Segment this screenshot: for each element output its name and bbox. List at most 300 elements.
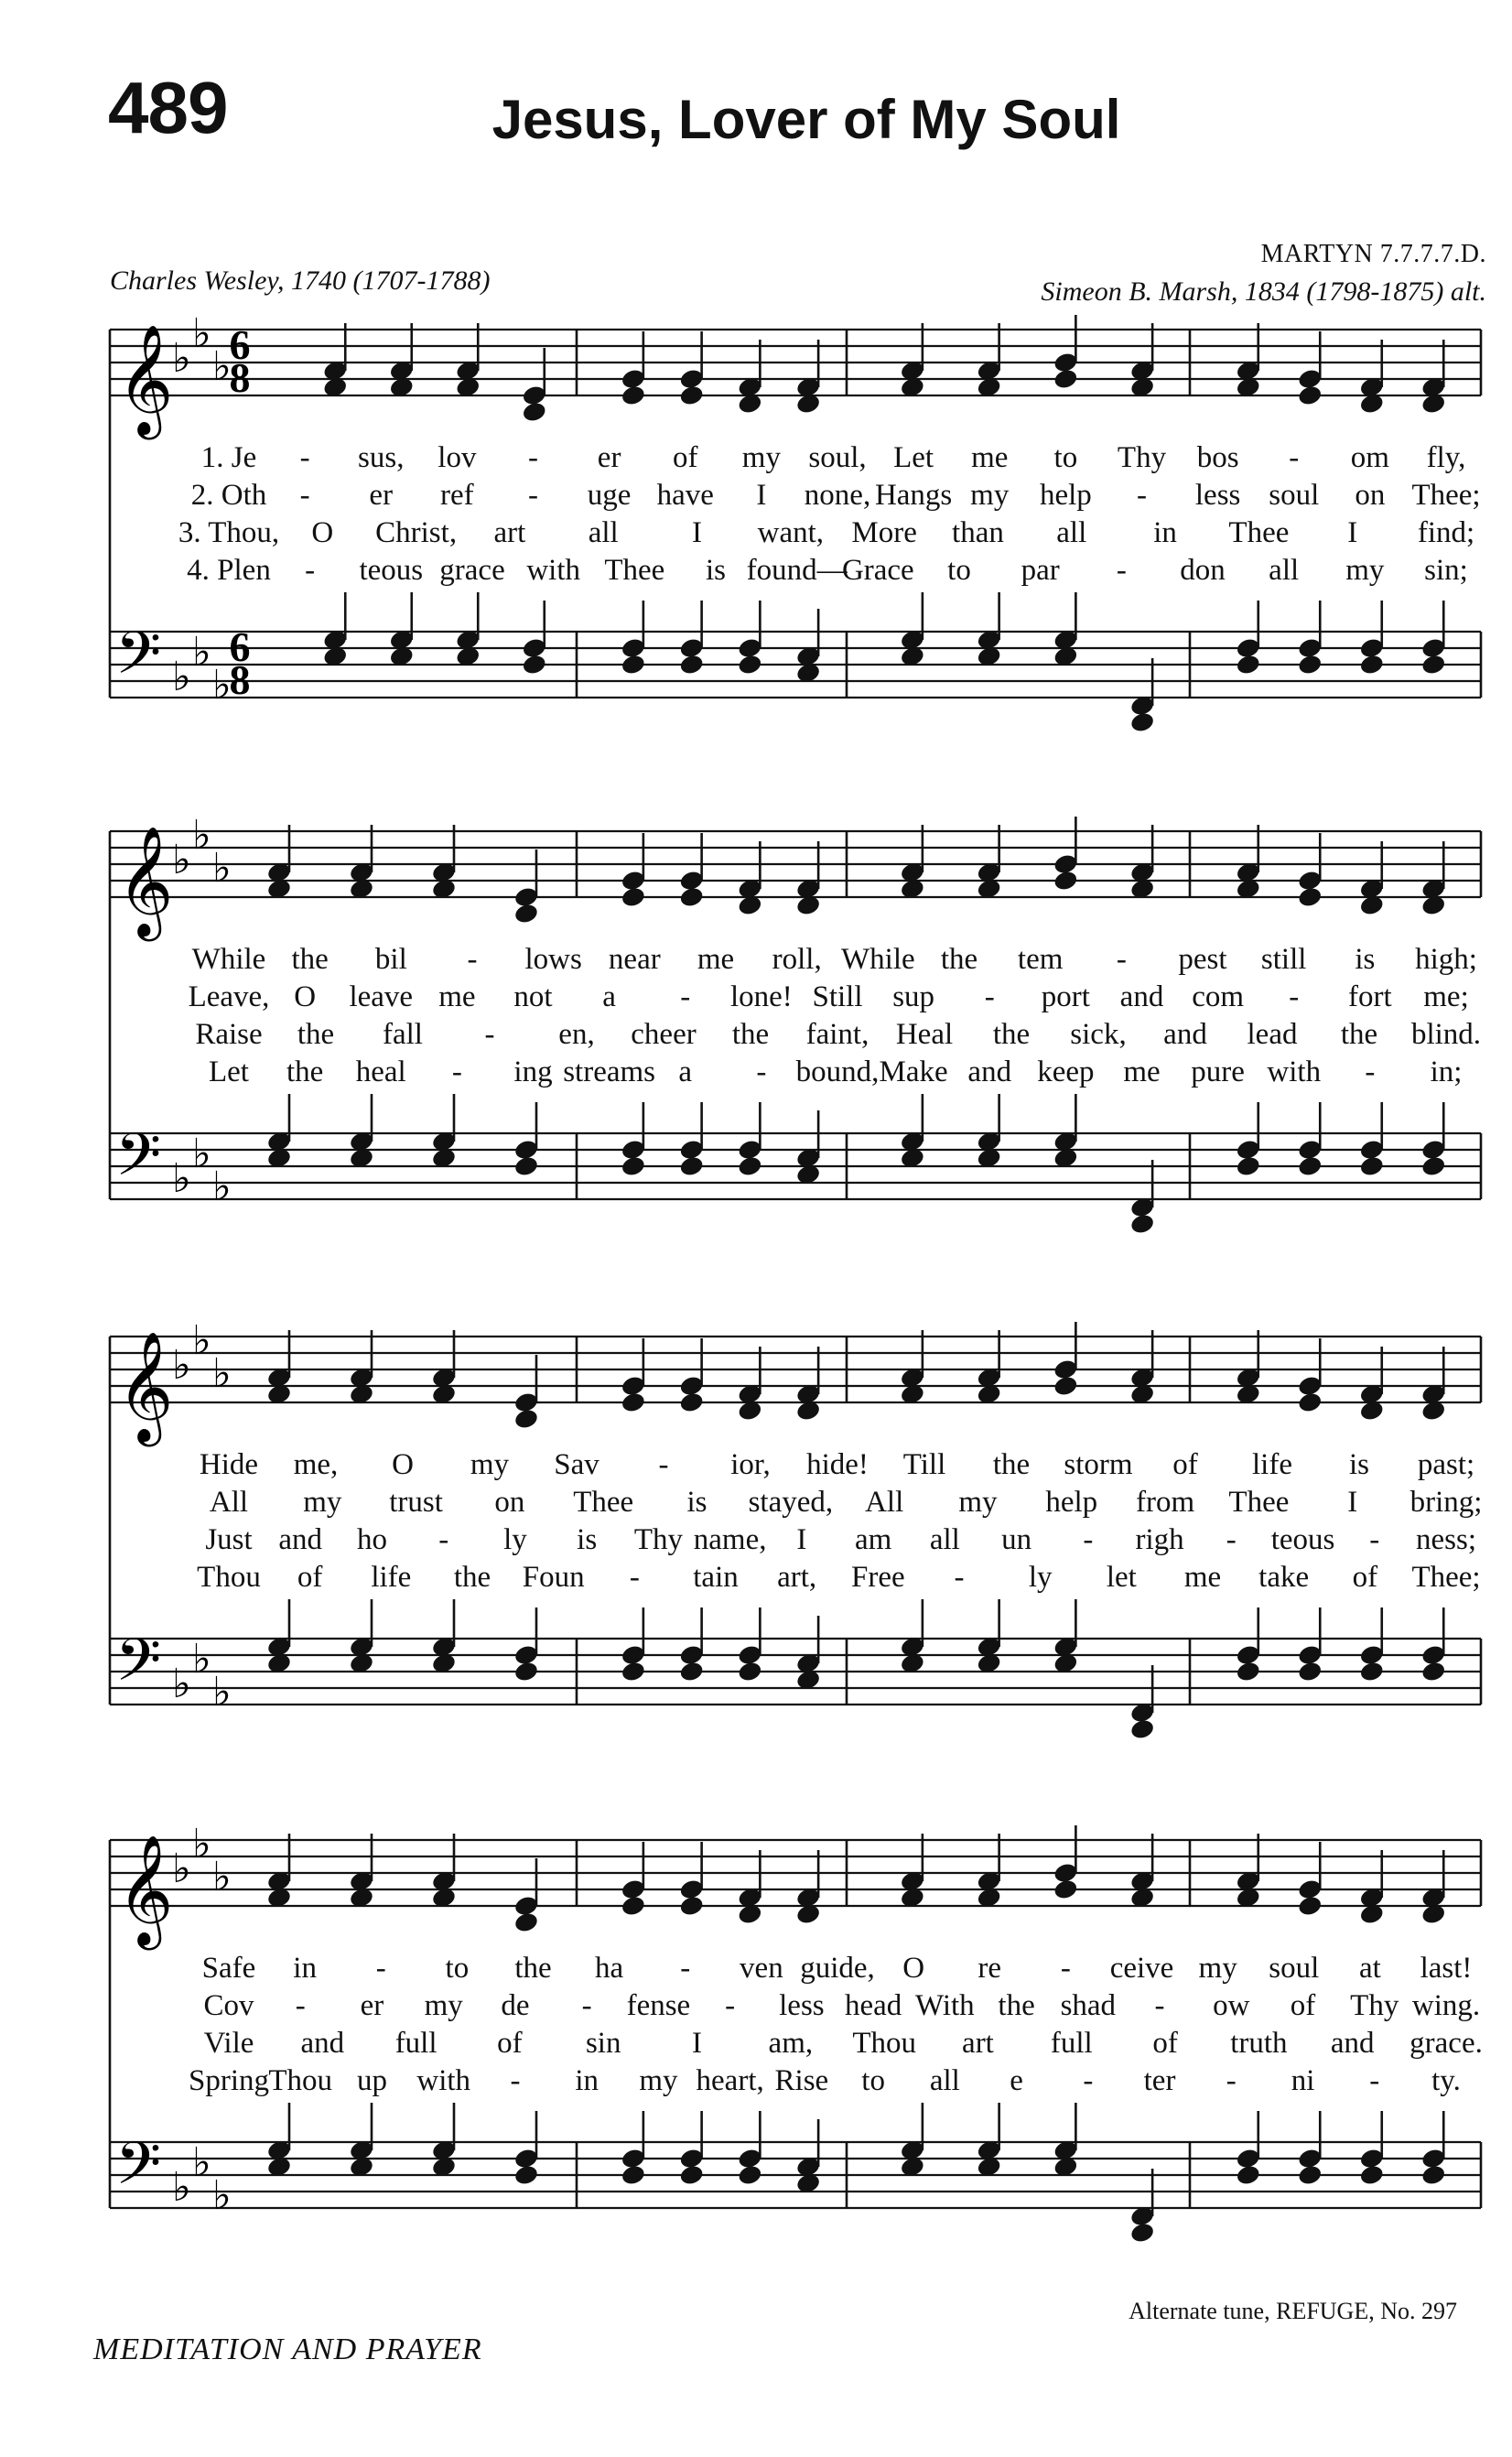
lyric-syllable: fall bbox=[383, 1018, 423, 1051]
music-credit: Simeon B. Marsh, 1834 (1798-1875) alt. bbox=[1041, 276, 1486, 307]
lyric-syllable: Just bbox=[205, 1523, 253, 1556]
lyric-syllable: cheer bbox=[631, 1018, 697, 1051]
lyric-syllable: truth bbox=[1230, 2027, 1288, 2060]
lyric-syllable: and bbox=[1119, 980, 1164, 1013]
lyric-syllable: me, bbox=[293, 1448, 339, 1481]
lyric-syllable: ty. bbox=[1431, 2064, 1461, 2097]
lyric-syllable: none, bbox=[804, 479, 871, 512]
lyric-syllable: is bbox=[705, 554, 727, 587]
lyric-syllable: - bbox=[305, 554, 316, 587]
lyric-syllable: Thee bbox=[1228, 1486, 1290, 1519]
lyric-syllable: Vile bbox=[203, 2027, 254, 2060]
bass-clef-icon: 𝄢 bbox=[115, 1628, 162, 1707]
lyric-syllable: - bbox=[954, 1561, 965, 1594]
lyric-syllable: - bbox=[1365, 1055, 1376, 1088]
lyric-syllable: - bbox=[510, 2064, 521, 2097]
lyric-syllable: my bbox=[1198, 1952, 1237, 1985]
flat-icon: ♭ bbox=[172, 1661, 191, 1706]
lyric-syllable: not bbox=[513, 980, 553, 1013]
bass-note bbox=[621, 1660, 647, 1683]
time-signature-top: 6 bbox=[229, 321, 251, 368]
lyric-syllable: - bbox=[581, 1989, 592, 2022]
lyric-syllable: - bbox=[1289, 441, 1300, 474]
lyric-syllable: my bbox=[958, 1486, 998, 1519]
lyric-syllable: fly, bbox=[1426, 441, 1466, 474]
lyric-syllable: Foun bbox=[522, 1561, 585, 1594]
treble-clef-icon: 𝄞 bbox=[117, 829, 174, 935]
lyric-syllable: faint, bbox=[805, 1018, 869, 1051]
lyric-syllable: me bbox=[1123, 1055, 1161, 1088]
lyric-syllable: am, bbox=[768, 2027, 814, 2060]
bass-note bbox=[621, 1154, 647, 1177]
lyric-syllable: tem bbox=[1017, 943, 1064, 976]
bass-note bbox=[1129, 1212, 1156, 1235]
lyric-syllable: ly bbox=[1028, 1561, 1053, 1594]
lyric-syllable: de bbox=[501, 1989, 530, 2022]
lyric-syllable: Thou bbox=[268, 2064, 333, 2097]
lyric-syllable: all bbox=[588, 516, 619, 549]
flat-icon: ♭ bbox=[192, 1637, 211, 1682]
lyric-syllable: my bbox=[303, 1486, 342, 1519]
lyric-syllable: sus, bbox=[358, 441, 405, 474]
lyric-syllable: leave bbox=[349, 980, 414, 1013]
flat-icon: ♭ bbox=[192, 813, 211, 858]
lyric-syllable: help bbox=[1045, 1486, 1098, 1519]
lyric-syllable: of bbox=[497, 2027, 523, 2060]
lyric-syllable: ing bbox=[513, 1055, 553, 1088]
lyric-syllable: roll, bbox=[772, 943, 822, 976]
flat-icon: ♭ bbox=[212, 663, 232, 708]
lyric-syllable: All bbox=[865, 1486, 904, 1519]
lyric-syllable: my bbox=[741, 441, 781, 474]
flat-icon: ♭ bbox=[192, 311, 211, 356]
lyric-syllable: trust bbox=[389, 1486, 443, 1519]
lyric-syllable: - bbox=[299, 441, 310, 474]
lyric-syllable: Spring bbox=[188, 2064, 270, 2097]
lyric-syllable: of bbox=[1290, 1989, 1316, 2022]
time-signature-bottom: 8 bbox=[229, 354, 251, 401]
lyric-syllable: is bbox=[686, 1486, 707, 1519]
bass-note bbox=[1297, 1154, 1323, 1177]
lyric-syllable: - bbox=[375, 1952, 386, 1985]
lyric-syllable: 4. Plen bbox=[187, 554, 271, 587]
lyric-syllable: am bbox=[854, 1523, 892, 1556]
lyric-syllable: - bbox=[984, 980, 995, 1013]
lyric-syllable: all bbox=[929, 2064, 960, 2097]
lyric-syllable: in bbox=[1153, 516, 1177, 549]
lyric-syllable: I bbox=[796, 1523, 807, 1556]
flat-icon: ♭ bbox=[212, 2173, 232, 2218]
lyric-syllable: art, bbox=[777, 1561, 817, 1594]
lyric-syllable: bos bbox=[1196, 441, 1239, 474]
lyric-syllable: ly bbox=[503, 1523, 527, 1556]
lyric-syllable: - bbox=[1369, 1523, 1380, 1556]
lyric-syllable: - bbox=[1226, 1523, 1237, 1556]
lyric-syllable: of bbox=[297, 1561, 323, 1594]
lyric-syllable: let bbox=[1106, 1561, 1137, 1594]
lyric-syllable: - bbox=[1226, 2064, 1237, 2097]
bass-note bbox=[1420, 1154, 1447, 1177]
lyric-syllable: all bbox=[1056, 516, 1087, 549]
lyric-syllable: life bbox=[371, 1561, 412, 1594]
lyric-syllable: e bbox=[1010, 2064, 1023, 2097]
lyric-syllable: in bbox=[575, 2064, 599, 2097]
lyric-syllable: help bbox=[1039, 479, 1092, 512]
lyric-syllable: to bbox=[445, 1952, 470, 1985]
lyric-syllable: last! bbox=[1420, 1952, 1473, 1985]
bass-note bbox=[513, 2163, 540, 2186]
bass-clef-icon: 𝄢 bbox=[115, 1122, 162, 1202]
lyric-syllable: ha bbox=[595, 1952, 624, 1985]
lyric-syllable: port bbox=[1041, 980, 1090, 1013]
lyric-syllable: a bbox=[602, 980, 616, 1013]
lyric-syllable: Thy bbox=[1350, 1989, 1399, 2022]
lyric-syllable: soul bbox=[1269, 479, 1320, 512]
flat-icon: ♭ bbox=[212, 1855, 232, 1900]
lyric-syllable: I bbox=[756, 479, 767, 512]
bass-note bbox=[621, 2163, 647, 2186]
lyric-syllable: take bbox=[1258, 1561, 1310, 1594]
lyric-syllable: Thee bbox=[604, 554, 665, 587]
flat-icon: ♭ bbox=[212, 846, 232, 891]
lyric-syllable: lone! bbox=[729, 980, 793, 1013]
tune-name: MARTYN 7.7.7.7.D. bbox=[1260, 240, 1486, 268]
lyric-syllable: the bbox=[1340, 1018, 1378, 1051]
lyric-syllable: en, bbox=[558, 1018, 595, 1051]
lyric-syllable: the bbox=[940, 943, 978, 976]
words-credit: Charles Wesley, 1740 (1707-1788) bbox=[110, 265, 491, 296]
flat-icon: ♭ bbox=[212, 1351, 232, 1396]
lyric-syllable: - bbox=[299, 479, 310, 512]
lyric-syllable: - bbox=[629, 1561, 640, 1594]
lyric-syllable: I bbox=[1347, 516, 1358, 549]
lyric-syllable: on bbox=[1355, 479, 1386, 512]
lyric-syllable: Safe bbox=[201, 1952, 256, 1985]
lyric-syllable: guide, bbox=[800, 1952, 875, 1985]
lyric-syllable: me; bbox=[1423, 980, 1469, 1013]
lyric-syllable: in; bbox=[1430, 1055, 1463, 1088]
bass-note bbox=[513, 1154, 540, 1177]
bass-note bbox=[1129, 2221, 1156, 2244]
lyric-syllable: bring; bbox=[1409, 1486, 1483, 1519]
lyric-syllable: the bbox=[297, 1018, 335, 1051]
lyric-syllable: at bbox=[1358, 1952, 1381, 1985]
lyric-syllable: par bbox=[1021, 554, 1060, 587]
lyric-syllable: - bbox=[680, 1952, 691, 1985]
lyric-syllable: my bbox=[639, 2064, 678, 2097]
lyric-syllable: sin bbox=[585, 2027, 621, 2060]
lyric-syllable: soul, bbox=[808, 441, 867, 474]
lyric-syllable: Heal bbox=[895, 1018, 954, 1051]
bass-note bbox=[513, 1660, 540, 1683]
bass-note bbox=[1297, 2163, 1323, 2186]
hymn-title: Jesus, Lover of My Soul bbox=[491, 89, 1121, 150]
lyric-syllable: I bbox=[692, 2027, 703, 2060]
lyric-syllable: to bbox=[1053, 441, 1078, 474]
bass-note bbox=[621, 653, 647, 676]
lyric-syllable: high; bbox=[1415, 943, 1477, 976]
flat-icon: ♭ bbox=[172, 838, 191, 882]
flat-icon: ♭ bbox=[192, 630, 211, 675]
lyric-syllable: ho bbox=[356, 1523, 387, 1556]
lyric-syllable: of bbox=[1172, 1448, 1198, 1481]
lyric-syllable: - bbox=[1083, 1523, 1094, 1556]
lyric-syllable: the bbox=[992, 1018, 1031, 1051]
bass-note bbox=[1235, 1660, 1261, 1683]
lyric-syllable: pure bbox=[1191, 1055, 1245, 1088]
hymn-number: 489 bbox=[108, 67, 228, 148]
lyric-syllable: found— bbox=[746, 554, 848, 587]
bass-note bbox=[1235, 653, 1261, 676]
lyric-syllable: the bbox=[998, 1989, 1035, 2022]
lyric-syllable: all bbox=[1269, 554, 1300, 587]
lyric-syllable: heart, bbox=[696, 2064, 764, 2097]
lyric-syllable: name, bbox=[693, 1523, 767, 1556]
lyric-syllable: ceive bbox=[1109, 1952, 1174, 1985]
bass-note bbox=[678, 1154, 705, 1177]
lyric-syllable: all bbox=[929, 1523, 960, 1556]
lyric-syllable: my bbox=[1345, 554, 1385, 587]
lyric-syllable: tain bbox=[693, 1561, 739, 1594]
lyric-syllable: teous bbox=[1270, 1523, 1335, 1556]
lyric-syllable: lead bbox=[1247, 1018, 1298, 1051]
lyric-syllable: the bbox=[514, 1952, 552, 1985]
bass-note bbox=[737, 2163, 763, 2186]
lyric-syllable: ow bbox=[1213, 1989, 1250, 2022]
lyric-syllable: stayed, bbox=[748, 1486, 834, 1519]
lyric-syllable: teous bbox=[359, 554, 424, 587]
lyric-syllable: O bbox=[294, 980, 317, 1013]
lyric-syllable: the bbox=[992, 1448, 1031, 1481]
lyric-syllable: sup bbox=[892, 980, 935, 1013]
lyric-syllable: - bbox=[451, 1055, 462, 1088]
lyric-syllable: Let bbox=[209, 1055, 249, 1088]
topic-label: MEDITATION AND PRAYER bbox=[93, 2333, 482, 2366]
bass-note bbox=[1297, 653, 1323, 676]
lyric-syllable: All bbox=[209, 1486, 249, 1519]
lyric-syllable: - bbox=[1137, 479, 1147, 512]
flat-icon: ♭ bbox=[192, 1131, 211, 1176]
lyric-syllable: me bbox=[438, 980, 476, 1013]
lyric-syllable: - bbox=[467, 943, 478, 976]
bass-note bbox=[521, 653, 547, 676]
lyric-syllable: - bbox=[528, 479, 538, 512]
flat-icon: ♭ bbox=[172, 655, 191, 699]
bass-note bbox=[678, 653, 705, 676]
lyric-syllable: sick, bbox=[1070, 1018, 1127, 1051]
lyric-syllable: with bbox=[416, 2064, 471, 2097]
lyric-syllable: keep bbox=[1037, 1055, 1095, 1088]
lyric-syllable: While bbox=[191, 943, 266, 976]
bass-note bbox=[1358, 2163, 1385, 2186]
lyric-syllable: of bbox=[1352, 1561, 1378, 1594]
lyric-syllable: Thee; bbox=[1411, 479, 1481, 512]
lyric-syllable: soul bbox=[1269, 1952, 1320, 1985]
lyric-syllable: - bbox=[295, 1989, 306, 2022]
lyric-syllable: still bbox=[1260, 943, 1307, 976]
lyric-syllable: While bbox=[841, 943, 915, 976]
bass-note bbox=[1420, 1660, 1447, 1683]
bass-note bbox=[1358, 653, 1385, 676]
lyric-syllable: find; bbox=[1417, 516, 1475, 549]
lyric-syllable: of bbox=[673, 441, 698, 474]
lyric-syllable: want, bbox=[757, 516, 825, 549]
lyric-syllable: un bbox=[1001, 1523, 1032, 1556]
lyric-syllable: my bbox=[470, 1448, 510, 1481]
lyric-syllable: - bbox=[756, 1055, 767, 1088]
lyric-syllable: Thou bbox=[852, 2027, 916, 2060]
lyric-syllable: me bbox=[1183, 1561, 1222, 1594]
lyric-syllable: Free bbox=[851, 1561, 905, 1594]
lyric-syllable: less bbox=[1194, 479, 1241, 512]
lyric-syllable: Christ, bbox=[375, 516, 458, 549]
lyric-syllable: - bbox=[528, 441, 538, 474]
lyric-syllable: Grace bbox=[841, 554, 914, 587]
bass-clef-icon: 𝄢 bbox=[115, 2131, 162, 2211]
lyric-syllable: fense bbox=[626, 1989, 691, 2022]
lyric-syllable: to bbox=[861, 2064, 885, 2097]
lyric-syllable: of bbox=[1152, 2027, 1178, 2060]
lyric-syllable: ter bbox=[1143, 2064, 1176, 2097]
lyric-syllable: pest bbox=[1178, 943, 1227, 976]
lyric-syllable: O bbox=[902, 1952, 925, 1985]
lyric-syllable: - bbox=[1154, 1989, 1165, 2022]
lyric-syllable: with bbox=[1267, 1055, 1322, 1088]
lyric-syllable: fort bbox=[1348, 980, 1392, 1013]
lyric-syllable: my bbox=[424, 1989, 463, 2022]
flat-icon: ♭ bbox=[212, 1164, 232, 1209]
time-signature-bottom: 8 bbox=[229, 656, 251, 703]
bass-note bbox=[1297, 1660, 1323, 1683]
lyric-syllable: and bbox=[967, 1055, 1012, 1088]
lyric-syllable: sin; bbox=[1424, 554, 1468, 587]
lyric-syllable: storm bbox=[1064, 1448, 1133, 1481]
bass-note bbox=[1420, 653, 1447, 676]
lyric-syllable: me bbox=[697, 943, 735, 976]
lyric-syllable: With bbox=[915, 1989, 975, 2022]
lyric-syllable: Cov bbox=[203, 1989, 254, 2022]
lyric-syllable: Thy bbox=[633, 1523, 683, 1556]
lyric-syllable: O bbox=[392, 1448, 414, 1481]
bass-note bbox=[737, 653, 763, 676]
lyric-syllable: Thee bbox=[573, 1486, 634, 1519]
lyric-syllable: head bbox=[844, 1989, 902, 2022]
lyric-syllable: - bbox=[1116, 554, 1127, 587]
lyric-syllable: the bbox=[731, 1018, 770, 1051]
lyric-syllable: grace bbox=[439, 554, 505, 587]
lyric-syllable: lov bbox=[437, 441, 477, 474]
lyric-syllable: ior, bbox=[730, 1448, 771, 1481]
lyric-syllable: art bbox=[493, 516, 526, 549]
lyric-syllable: have bbox=[656, 479, 714, 512]
lyric-syllable: re bbox=[977, 1952, 1002, 1985]
lyric-syllable: - bbox=[438, 1523, 449, 1556]
lyric-syllable: is bbox=[1355, 943, 1376, 976]
lyric-syllable: - bbox=[484, 1018, 495, 1051]
lyric-syllable: up bbox=[356, 2064, 387, 2097]
lyric-syllable: wing. bbox=[1411, 1989, 1481, 2022]
flat-icon: ♭ bbox=[192, 2140, 211, 2185]
lyric-syllable: past; bbox=[1417, 1448, 1475, 1481]
treble-clef-icon: 𝄞 bbox=[117, 1838, 174, 1943]
lyric-syllable: Hide bbox=[199, 1448, 259, 1481]
lyric-syllable: 3. Thou, bbox=[178, 516, 280, 549]
lyric-syllable: Make bbox=[879, 1055, 948, 1088]
lyric-syllable: uge bbox=[587, 479, 632, 512]
lyric-syllable: my bbox=[970, 479, 1010, 512]
lyric-syllable: is bbox=[1348, 1448, 1370, 1481]
lyric-syllable: less bbox=[779, 1989, 825, 2022]
lyric-syllable: - bbox=[1060, 1952, 1071, 1985]
lyric-syllable: ven bbox=[740, 1952, 783, 1985]
bass-note bbox=[737, 1154, 763, 1177]
lyric-syllable: full bbox=[394, 2027, 437, 2060]
bass-note bbox=[1358, 1154, 1385, 1177]
lyric-syllable: streams bbox=[563, 1055, 656, 1088]
lyric-syllable: ness; bbox=[1416, 1523, 1476, 1556]
lyric-syllable: lows bbox=[524, 943, 582, 976]
bass-clef-icon: 𝄢 bbox=[115, 621, 162, 700]
lyric-syllable: hide! bbox=[806, 1448, 869, 1481]
lyric-syllable: don bbox=[1180, 554, 1226, 587]
lyric-syllable: than bbox=[952, 516, 1004, 549]
lyric-syllable: Thee bbox=[1228, 516, 1290, 549]
lyric-syllable: Thou bbox=[197, 1561, 261, 1594]
lyric-syllable: Let bbox=[893, 441, 934, 474]
lyric-syllable: er bbox=[360, 1989, 384, 2022]
bass-note bbox=[1235, 2163, 1261, 2186]
alternate-tune-note: Alternate tune, REFUGE, No. 297 bbox=[1129, 2298, 1457, 2324]
lyric-syllable: Hangs bbox=[874, 479, 953, 512]
flat-icon: ♭ bbox=[192, 1822, 211, 1867]
lyric-syllable: I bbox=[692, 516, 703, 549]
lyric-syllable: - bbox=[725, 1989, 736, 2022]
bass-note bbox=[1235, 1154, 1261, 1177]
flat-icon: ♭ bbox=[192, 1318, 211, 1363]
flat-icon: ♭ bbox=[212, 344, 232, 389]
lyric-syllable: com bbox=[1192, 980, 1245, 1013]
time-signature-top: 6 bbox=[229, 623, 251, 670]
lyric-syllable: to bbox=[947, 554, 971, 587]
lyric-syllable: me bbox=[971, 441, 1009, 474]
lyric-syllable: heal bbox=[355, 1055, 406, 1088]
lyric-syllable: - bbox=[1289, 980, 1300, 1013]
lyric-syllable: a bbox=[678, 1055, 693, 1088]
lyric-syllable: bound, bbox=[795, 1055, 880, 1088]
lyric-syllable: Leave, bbox=[188, 980, 270, 1013]
lyric-syllable: and bbox=[1330, 2027, 1375, 2060]
flat-icon: ♭ bbox=[212, 1670, 232, 1715]
lyric-syllable: Till bbox=[902, 1448, 946, 1481]
lyric-syllable: from bbox=[1135, 1486, 1195, 1519]
lyric-syllable: on bbox=[494, 1486, 525, 1519]
lyric-syllable: and bbox=[1163, 1018, 1207, 1051]
lyric-syllable: near bbox=[608, 943, 661, 976]
lyric-syllable: Raise bbox=[195, 1018, 263, 1051]
bass-note bbox=[1129, 1717, 1156, 1740]
lyric-syllable: 2. Oth bbox=[190, 479, 267, 512]
lyric-syllable: life bbox=[1252, 1448, 1292, 1481]
flat-icon: ♭ bbox=[172, 1846, 191, 1891]
lyric-syllable: full bbox=[1050, 2027, 1093, 2060]
lyric-syllable: Still bbox=[812, 980, 863, 1013]
bass-note bbox=[1358, 1660, 1385, 1683]
lyric-syllable: Rise bbox=[774, 2064, 829, 2097]
lyric-syllable: I bbox=[1347, 1486, 1358, 1519]
lyric-syllable: shad bbox=[1060, 1989, 1117, 2022]
lyric-syllable: ref bbox=[440, 479, 474, 512]
lyric-syllable: - bbox=[1116, 943, 1127, 976]
